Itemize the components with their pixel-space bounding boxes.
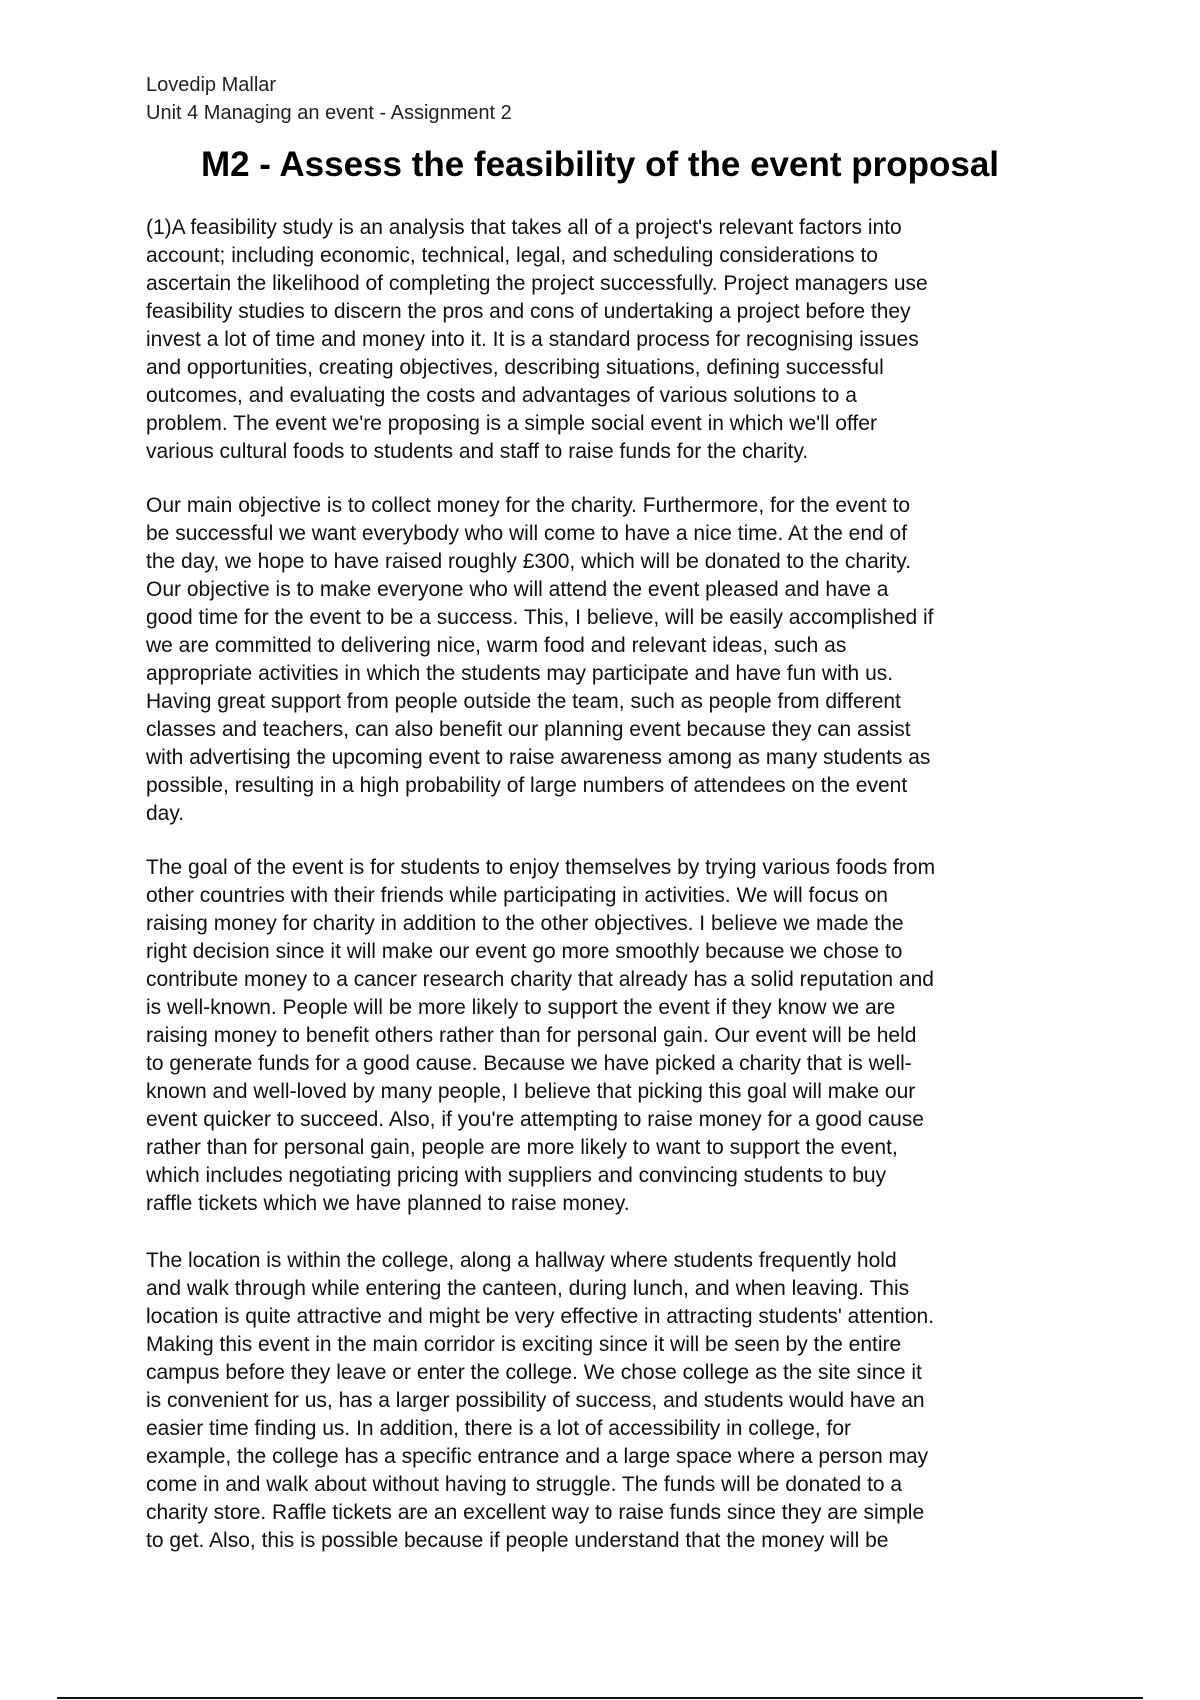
paragraph-line: other countries with their friends while participating in activities. We will focus on	[146, 884, 888, 907]
paragraph-line: various cultural foods to students and staff to raise funds for the charity.	[146, 440, 809, 463]
paragraph-line: which includes negotiating pricing with suppliers and convincing students to buy	[146, 1164, 887, 1187]
paragraph-line: classes and teachers, can also benefit our planning event because they can assist	[146, 718, 911, 741]
paragraph-line: account; including economic, technical, legal, and scheduling considerations to	[146, 244, 878, 267]
paragraph-line: raising money for charity in addition to the other objectives. I believe we made the	[146, 912, 904, 935]
paragraph-line: is convenient for us, has a larger possibility of success, and students would have an	[146, 1389, 925, 1412]
paragraph-line: we are committed to delivering nice, warm food and relevant ideas, such as	[146, 634, 847, 657]
author-name: Lovedip Mallar	[146, 74, 277, 96]
paragraph-line: to generate funds for a good cause. Because we have picked a charity that is well-	[146, 1052, 912, 1075]
paragraph-line: (1)A feasibility study is an analysis that takes all of a project's relevant factors into	[146, 216, 902, 239]
paragraph-line: rather than for personal gain, people are more likely to want to support the event,	[146, 1136, 898, 1159]
page-title: M2 - Assess the feasibility of the event proposal	[200, 145, 1000, 184]
paragraph-line: location is quite attractive and might be very effective in attracting students' attention.	[146, 1305, 935, 1328]
paragraph-line: event quicker to succeed. Also, if you're attempting to raise money for a good cause	[146, 1108, 924, 1131]
paragraph-line: right decision since it will make our event go more smoothly because we chose to	[146, 940, 903, 963]
paragraph-line: feasibility studies to discern the pros and cons of undertaking a project before they	[146, 300, 911, 323]
paragraph-line: ascertain the likelihood of completing the project successfully. Project managers use	[146, 272, 928, 295]
paragraph-line: raffle tickets which we have planned to raise money.	[146, 1192, 630, 1215]
paragraph-line: The goal of the event is for students to enjoy themselves by trying various foods from	[146, 856, 936, 879]
paragraph-location	[146, 1247, 934, 1555]
paragraph-line: easier time finding us. In addition, there is a lot of accessibility in college, for	[146, 1417, 852, 1440]
paragraph-line: come in and walk about without having to struggle. The funds will be donated to a	[146, 1473, 903, 1496]
paragraph-line: and walk through while entering the canteen, during lunch, and when leaving. This	[146, 1277, 910, 1300]
page-bottom-divider	[57, 1697, 1143, 1699]
paragraph-goal	[146, 854, 935, 1218]
paragraph-line: Our main objective is to collect money for the charity. Furthermore, for the event to	[146, 494, 911, 517]
paragraph-line: charity store. Raffle tickets are an excellent way to raise funds since they are simple	[146, 1501, 925, 1524]
paragraph-line: be successful we want everybody who will come to have a nice time. At the end of	[146, 522, 908, 545]
paragraph-line: Our objective is to make everyone who will attend the event pleased and have a	[146, 578, 889, 601]
paragraph-line: is well-known. People will be more likely to support the event if they know we are	[146, 996, 896, 1019]
paragraph-line: known and well-loved by many people, I believe that picking this goal will make our	[146, 1080, 916, 1103]
unit-subtitle: Unit 4 Managing an event - Assignment 2	[146, 102, 512, 124]
paragraph-feasibility-definition	[146, 214, 928, 466]
paragraph-objectives	[146, 492, 934, 828]
paragraph-line: and opportunities, creating objectives, describing situations, defining successful	[146, 356, 884, 379]
paragraph-line: campus before they leave or enter the college. We chose college as the site since it	[146, 1361, 922, 1384]
paragraph-line: appropriate activities in which the students may participate and have fun with us.	[146, 662, 894, 685]
paragraph-line: possible, resulting in a high probability of large numbers of attendees on the event	[146, 774, 908, 797]
paragraph-line: to get. Also, this is possible because if people understand that the money will be	[146, 1529, 889, 1552]
paragraph-line: with advertising the upcoming event to raise awareness among as many students as	[146, 746, 931, 769]
paragraph-line: day.	[146, 802, 185, 825]
paragraph-line: good time for the event to be a success. This, I believe, will be easily accomplished if	[146, 606, 934, 629]
paragraph-line: problem. The event we're proposing is a simple social event in which we'll offer	[146, 412, 877, 435]
paragraph-line: the day, we hope to have raised roughly £300, which will be donated to the charity.	[146, 550, 912, 573]
paragraph-line: The location is within the college, along a hallway where students frequently hold	[146, 1249, 897, 1272]
paragraph-line: Having great support from people outside the team, such as people from different	[146, 690, 901, 713]
paragraph-line: outcomes, and evaluating the costs and advantages of various solutions to a	[146, 384, 857, 407]
paragraph-line: Making this event in the main corridor is exciting since it will be seen by the entire	[146, 1333, 902, 1356]
paragraph-line: invest a lot of time and money into it. It is a standard process for recognising issues	[146, 328, 919, 351]
paragraph-line: contribute money to a cancer research charity that already has a solid reputation and	[146, 968, 934, 991]
paragraph-line: example, the college has a specific entrance and a large space where a person may	[146, 1445, 929, 1468]
paragraph-line: raising money to benefit others rather than for personal gain. Our event will be held	[146, 1024, 917, 1047]
